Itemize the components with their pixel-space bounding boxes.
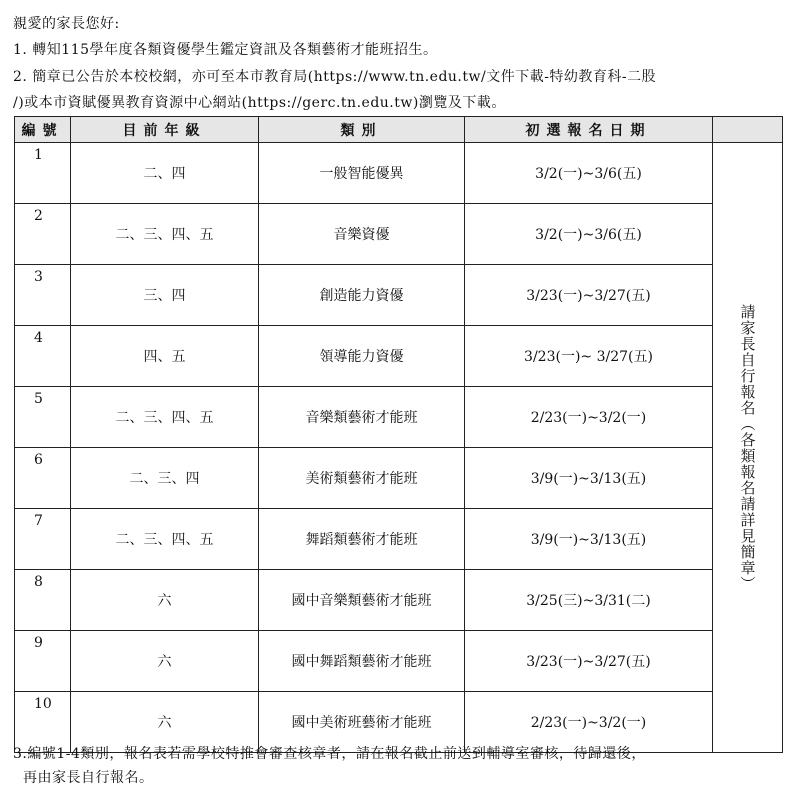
table-row (15, 326, 783, 387)
item-2-text-line1: 2. 簡章已公告於本校校網，亦可至本市教育局(https://www.tn.edu.tw/文件下載-特幼教育科-二股 (13, 69, 657, 85)
footer-note (13, 742, 646, 790)
cell-grade: 二、三、四、五 (71, 387, 259, 448)
header-number: 編號 (15, 117, 71, 143)
header-grade: 目前年級 (71, 117, 259, 143)
cell-category: 國中美術班藝術才能班 (259, 692, 465, 753)
cell-category: 音樂資優 (259, 204, 465, 265)
table-row (15, 143, 783, 204)
cell-date: 3/23(一)~3/27(五) (465, 265, 713, 326)
cell-number: 3 (15, 265, 71, 326)
cell-number: 1 (15, 143, 71, 204)
cell-number: 10 (15, 692, 71, 753)
cell-grade: 二、三、四、五 (71, 204, 259, 265)
cell-category: 國中舞蹈類藝術才能班 (259, 631, 465, 692)
cell-grade: 三、四 (71, 265, 259, 326)
cell-date: 3/23(一)~ 3/27(五) (465, 326, 713, 387)
cell-date: 3/9(一)~3/13(五) (465, 509, 713, 570)
cell-date: 2/23(一)~3/2(一) (465, 692, 713, 753)
cell-number: 6 (15, 448, 71, 509)
header-note (713, 117, 783, 143)
table-row (15, 509, 783, 570)
footer-line-1: 3.編號1-4類別，報名表若需學校特推會審查核章者，請在報名截止前送到輔導室審核，待歸還後， (13, 746, 646, 762)
cell-grade: 六 (71, 631, 259, 692)
table-row (15, 265, 783, 326)
footer-line-2: 再由家長自行報名。 (23, 770, 154, 786)
cell-category: 一般智能優異 (259, 143, 465, 204)
cell-grade: 四、五 (71, 326, 259, 387)
cell-number: 2 (15, 204, 71, 265)
header-category: 類別 (259, 117, 465, 143)
cell-date: 3/23(一)~3/27(五) (465, 631, 713, 692)
cell-category: 美術類藝術才能班 (259, 448, 465, 509)
cell-category: 創造能力資優 (259, 265, 465, 326)
cell-grade: 二、三、四 (71, 448, 259, 509)
cell-date: 3/9(一)~3/13(五) (465, 448, 713, 509)
cell-grade: 六 (71, 570, 259, 631)
cell-number: 7 (15, 509, 71, 570)
cell-number: 5 (15, 387, 71, 448)
cell-category: 國中音樂類藝術才能班 (259, 570, 465, 631)
item-2-text-line2: /)或本市資賦優異教育資源中心網站(https://gerc.tn.edu.tw)瀏覽及下載。 (13, 95, 506, 111)
cell-date: 3/2(一)~3/6(五) (465, 204, 713, 265)
table-row (15, 204, 783, 265)
cell-number: 9 (15, 631, 71, 692)
cell-date: 3/25(三)~3/31(二) (465, 570, 713, 631)
cell-category: 領導能力資優 (259, 326, 465, 387)
cell-category: 舞蹈類藝術才能班 (259, 509, 465, 570)
cell-grade: 二、四 (71, 143, 259, 204)
table-row (15, 570, 783, 631)
item-1-text: 1. 轉知115學年度各類資優學生鑑定資訊及各類藝術才能班招生。 (13, 42, 438, 58)
table-row (15, 387, 783, 448)
greeting-text: 親愛的家長您好: (13, 16, 120, 32)
cell-grade: 六 (71, 692, 259, 753)
table-header-row (15, 117, 783, 143)
admission-table (14, 116, 783, 753)
cell-grade: 二、三、四、五 (71, 509, 259, 570)
cell-date: 3/2(一)~3/6(五) (465, 143, 713, 204)
table-row (15, 631, 783, 692)
cell-category: 音樂類藝術才能班 (259, 387, 465, 448)
note-cell: 請家長自行報名︵各類報名請詳見簡章︶ (713, 143, 783, 753)
table-row (15, 448, 783, 509)
header-date: 初選報名日期 (465, 117, 713, 143)
cell-date: 2/23(一)~3/2(一) (465, 387, 713, 448)
cell-number: 4 (15, 326, 71, 387)
cell-number: 8 (15, 570, 71, 631)
